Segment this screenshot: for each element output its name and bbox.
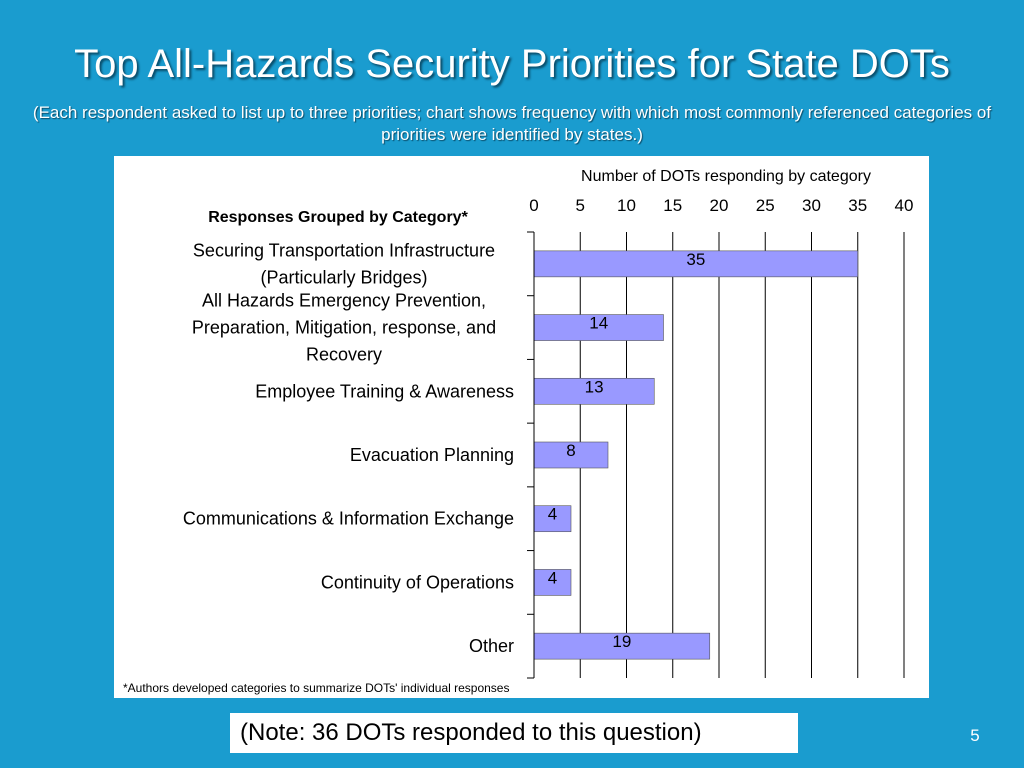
- x-tick-label: 0: [529, 196, 539, 215]
- x-tick-label: 15: [663, 196, 683, 215]
- category-labels: [183, 240, 514, 656]
- data-label: 35: [686, 249, 706, 269]
- data-label: 19: [612, 632, 632, 652]
- chart-panel: [114, 156, 929, 698]
- category-header: Responses Grouped by Category*: [208, 209, 468, 226]
- bars: [534, 250, 858, 659]
- category-label: Employee Training & Awareness: [255, 381, 514, 402]
- x-tick-label: 5: [575, 196, 585, 215]
- category-label: Securing Transportation Infrastructure (Particularly Bridges): [192, 240, 496, 288]
- data-label: 14: [589, 313, 609, 333]
- x-tick-label: 25: [755, 196, 775, 215]
- data-label: 4: [547, 568, 558, 588]
- category-label: All Hazards Emergency Prevention, Preparation, Mitigation, response, and Recovery: [191, 290, 497, 365]
- x-tick-label: 40: [894, 196, 914, 215]
- category-label: Evacuation Planning: [349, 445, 514, 465]
- category-label: Communications & Information Exchange: [182, 508, 514, 529]
- category-label: Continuity of Operations: [320, 572, 514, 593]
- x-tick-label: 10: [617, 196, 636, 215]
- slide-subtitle: (Each respondent asked to list up to three priorities; chart shows frequency with which most commonly referenced categories of priorities were identified by states.): [32, 103, 992, 144]
- page-number: 5: [970, 726, 980, 745]
- grid-lines: [580, 232, 904, 678]
- x-axis-title: Number of DOTs responding by category: [581, 168, 871, 185]
- category-label: Other: [468, 636, 514, 657]
- x-tick-label: 35: [848, 196, 868, 215]
- note-box: (Note: 36 DOTs responded to this question): [230, 713, 798, 753]
- x-tick-label: 20: [709, 196, 729, 215]
- bar-chart: [114, 156, 929, 698]
- data-label: 8: [566, 441, 576, 460]
- x-tick-label: 30: [802, 196, 821, 215]
- slide-title: Top All-Hazards Security Priorities for State DOTs: [74, 42, 950, 86]
- data-label: 13: [584, 377, 604, 397]
- data-label: 4: [547, 504, 558, 524]
- footnote: *Authors developed categories to summarize DOTs' individual responses: [123, 681, 510, 695]
